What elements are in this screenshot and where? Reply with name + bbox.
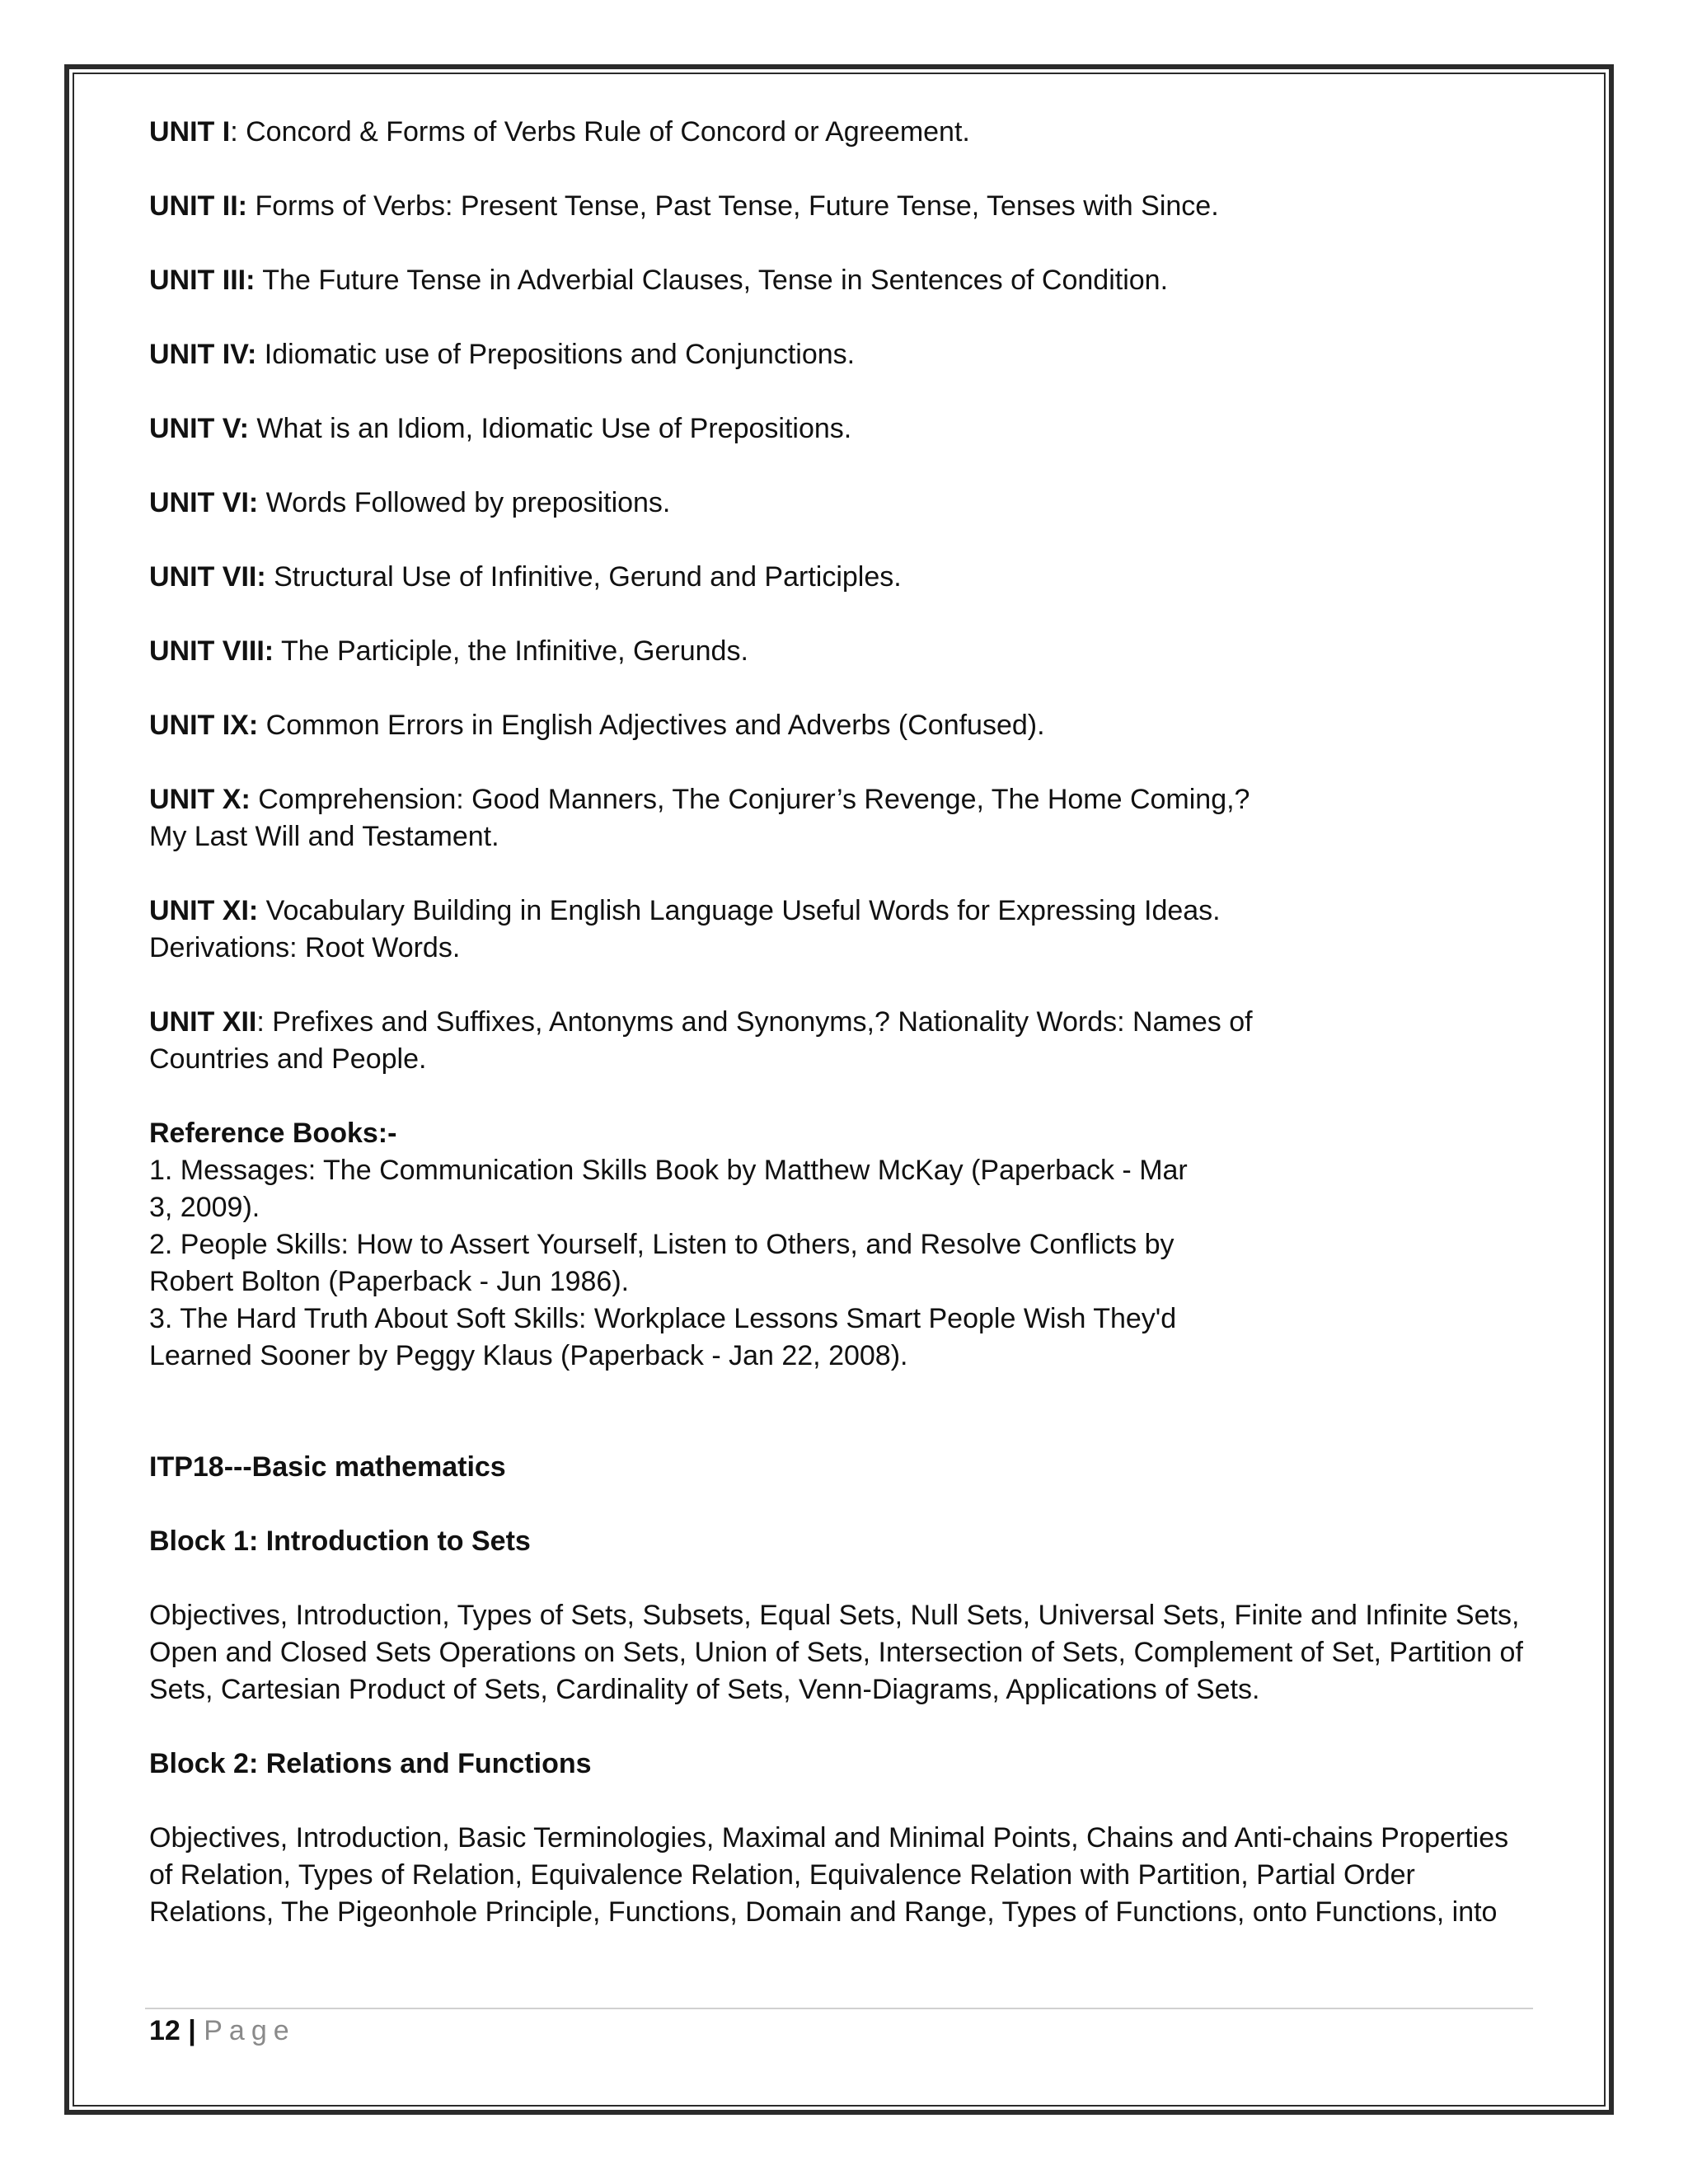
reference-line: 1. Messages: The Communication Skills Book by Matthew McKay (Paperback - Mar [149, 1155, 1188, 1186]
unit-text: Concord & Forms of Verbs Rule of Concord or Agreement. [246, 116, 970, 148]
unit-separator [258, 487, 265, 518]
unit-separator [255, 265, 262, 296]
unit-heading: UNIT VII: [149, 561, 266, 593]
unit-2 [149, 188, 1550, 225]
unit-5 [149, 410, 1550, 448]
reference-line: Learned Sooner by Peggy Klaus (Paperback - Jan 22, 2008). [149, 1340, 908, 1371]
units-list [149, 114, 1550, 1078]
page-footer [149, 2011, 296, 2050]
unit-text: Prefixes and Suffixes, Antonyms and Synonyms,? Nationality Words: Names of [272, 1006, 1253, 1038]
unit-1 [149, 114, 1550, 151]
unit-separator: : [256, 1006, 273, 1038]
unit-text: Comprehension: Good Manners, The Conjurer’s Revenge, The Home Coming,? [258, 784, 1250, 815]
reference-line: 3, 2009). [149, 1192, 260, 1223]
unit-separator [258, 710, 265, 741]
block-2-description [149, 1820, 1550, 1931]
block-1-title: Block 1: Introduction to Sets [149, 1526, 531, 1557]
unit-heading: UNIT VIII: [149, 635, 274, 667]
unit-separator [256, 339, 264, 370]
reference-books-title: Reference Books:- [149, 1118, 397, 1149]
block-line: Open and Closed Sets Operations on Sets, Union of Sets, Intersection of Sets, Complement of Set, Partition of [149, 1637, 1523, 1668]
unit-text: What is an Idiom, Idiomatic Use of Prepositions. [256, 413, 852, 444]
block-line: Objectives, Introduction, Types of Sets, Subsets, Equal Sets, Null Sets, Universal Sets, Finite and Infinite Sets, [149, 1600, 1520, 1631]
unit-7 [149, 559, 1550, 596]
block-2-title: Block 2: Relations and Functions [149, 1748, 592, 1779]
reference-books [149, 1115, 1550, 1375]
unit-9 [149, 707, 1550, 744]
unit-3 [149, 262, 1550, 299]
unit-heading: UNIT XI: [149, 895, 259, 926]
unit-11 [149, 893, 1550, 967]
unit-heading: UNIT VI: [149, 487, 259, 518]
unit-heading: UNIT III: [149, 265, 256, 296]
unit-text: The Participle, the Infinitive, Gerunds. [280, 635, 748, 667]
unit-8 [149, 633, 1550, 670]
unit-text-continued: My Last Will and Testament. [149, 821, 499, 852]
unit-heading: UNIT V: [149, 413, 249, 444]
unit-6 [149, 485, 1550, 522]
unit-heading: UNIT II: [149, 190, 247, 222]
unit-text: Idiomatic use of Prepositions and Conjunctions. [264, 339, 856, 370]
unit-separator [251, 784, 258, 815]
block-line: Objectives, Introduction, Basic Terminologies, Maximal and Minimal Points, Chains and Anti-chains Properties [149, 1822, 1509, 1854]
unit-text-continued: Derivations: Root Words. [149, 932, 461, 963]
course-title: ITP18---Basic mathematics [149, 1451, 506, 1483]
page-number: 12 [149, 2015, 181, 2046]
unit-10 [149, 781, 1550, 855]
unit-heading: UNIT IV: [149, 339, 257, 370]
page-content [149, 114, 1550, 1968]
unit-4 [149, 336, 1550, 373]
reference-line: Robert Bolton (Paperback - Jun 1986). [149, 1266, 630, 1297]
unit-separator [274, 635, 281, 667]
unit-heading: UNIT X: [149, 784, 251, 815]
unit-text: Structural Use of Infinitive, Gerund and Participles. [274, 561, 902, 593]
unit-separator [266, 561, 274, 593]
unit-text: Common Errors in English Adjectives and Adverbs (Confused). [265, 710, 1045, 741]
unit-text: Vocabulary Building in English Language Useful Words for Expressing Ideas. [265, 895, 1221, 926]
block-1-description [149, 1597, 1550, 1708]
footer-separator: | [188, 2015, 196, 2046]
unit-text-continued: Countries and People. [149, 1043, 427, 1075]
block-line: Relations, The Pigeonhole Principle, Functions, Domain and Range, Types of Functions, onto Functions, into [149, 1896, 1498, 1928]
unit-separator: : [230, 116, 246, 148]
footer-divider [145, 2008, 1533, 2009]
block-line: Sets, Cartesian Product of Sets, Cardinality of Sets, Venn-Diagrams, Applications of Sets. [149, 1674, 1260, 1705]
unit-text: The Future Tense in Adverbial Clauses, Tense in Sentences of Condition. [262, 265, 1169, 296]
unit-heading: UNIT XII [149, 1006, 257, 1038]
section-spacer [149, 1375, 1550, 1449]
block-line: of Relation, Types of Relation, Equivalence Relation, Equivalence Relation with Partition, Partial Order [149, 1859, 1415, 1891]
unit-separator [258, 895, 265, 926]
unit-text: Words Followed by prepositions. [265, 487, 671, 518]
unit-12 [149, 1004, 1550, 1078]
reference-line: 3. The Hard Truth About Soft Skills: Workplace Lessons Smart People Wish They'd [149, 1303, 1177, 1334]
page-label: Page [204, 2015, 296, 2046]
reference-line: 2. People Skills: How to Assert Yourself, Listen to Others, and Resolve Conflicts by [149, 1229, 1175, 1260]
unit-heading: UNIT I [149, 116, 231, 148]
unit-heading: UNIT IX: [149, 710, 259, 741]
unit-text: Forms of Verbs: Present Tense, Past Tense, Future Tense, Tenses with Since. [255, 190, 1219, 222]
unit-separator [249, 413, 256, 444]
